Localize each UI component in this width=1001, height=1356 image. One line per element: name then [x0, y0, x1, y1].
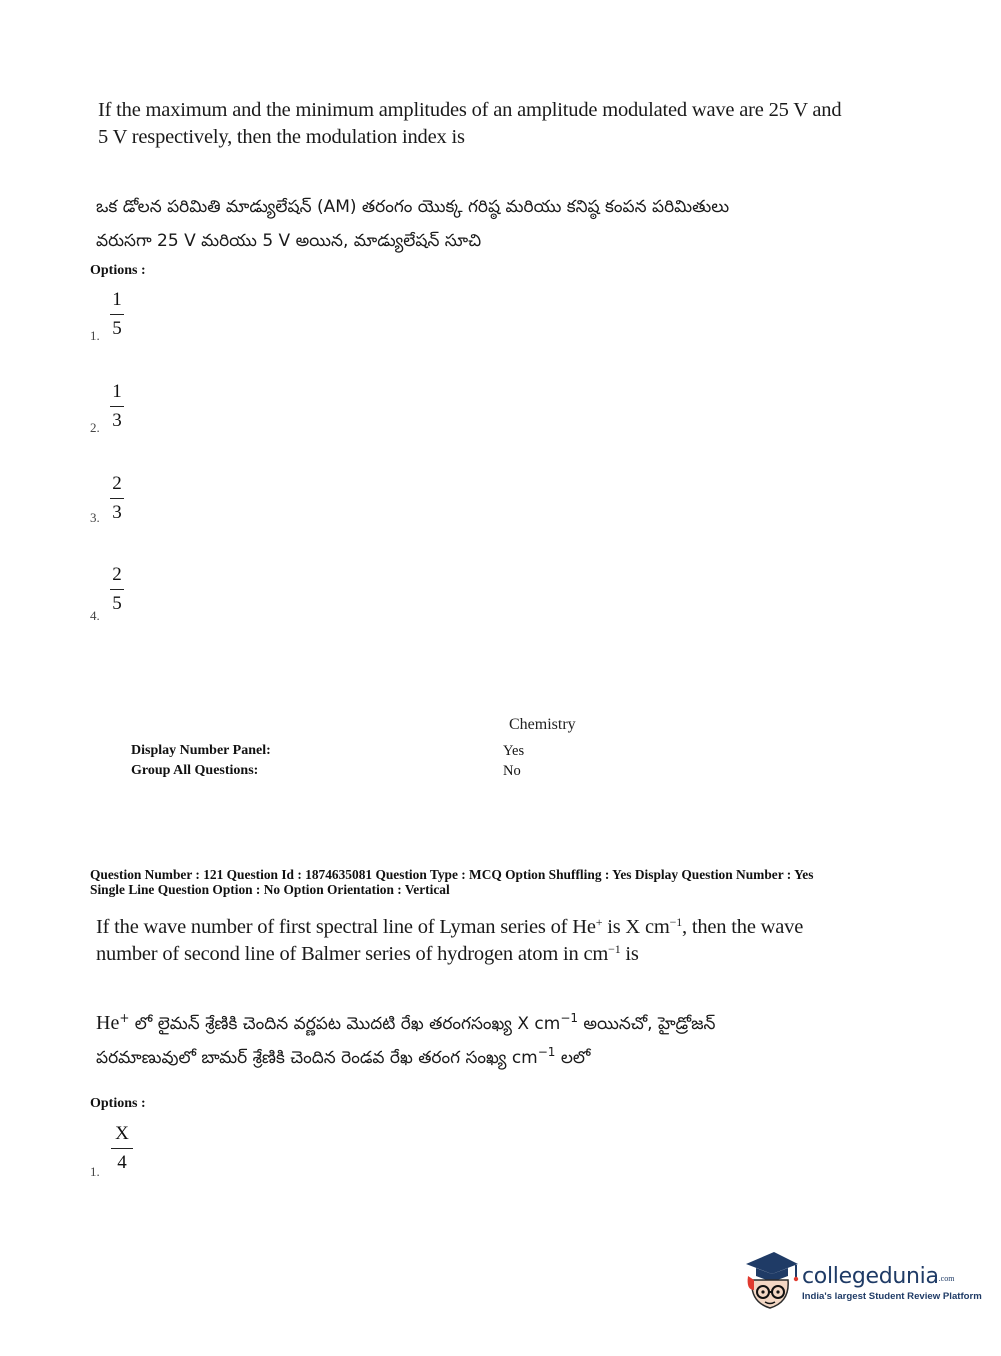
- option-fraction: [110, 380, 124, 433]
- q2-en-part-a: If the wave number of first spectral line of Lyman series of He: [96, 916, 596, 938]
- logo-text: [802, 1264, 982, 1302]
- logo-brand: [802, 1264, 982, 1289]
- q2-meta: [90, 867, 813, 897]
- display-number-panel-label: Display Number Panel:: [131, 743, 271, 758]
- q2-text-en-line2: [96, 941, 916, 968]
- fraction-bar: [111, 1148, 133, 1149]
- numerator: 2: [112, 473, 122, 494]
- fraction-bar: [110, 498, 124, 499]
- q2-te-part-e: లలో: [555, 1048, 591, 1068]
- section-name: Chemistry: [509, 716, 576, 733]
- q2-te-sup1: +: [119, 1011, 130, 1025]
- q2-te-part-b: లో లైమన్ శ్రేణికి చెందిన వర్ణపట మొదటి రేఖ తరంగసంఖ్య X cm: [129, 1014, 561, 1034]
- display-number-panel-value: Yes: [503, 743, 525, 759]
- q1-text-en-line1: If the maximum and the minimum amplitudes of an amplitude modulated wave are 25 V and: [98, 99, 842, 121]
- denominator: 5: [112, 593, 122, 614]
- fraction-bar: [110, 406, 124, 407]
- numerator: X: [115, 1123, 129, 1144]
- q1-text-te-line2: వరుసగా 25 V మరియు 5 V అయిన, మాడ్యులేషన్ సూచి: [96, 231, 482, 251]
- q2-en-part-e: is: [620, 943, 639, 965]
- q1-text-te: [96, 190, 916, 258]
- q2-en-part-c: , then the wave: [682, 916, 804, 938]
- q2-options-label: Options :: [90, 1096, 146, 1111]
- denominator: 3: [112, 502, 122, 523]
- logo-tagline: India's largest Student Review Platform: [802, 1291, 982, 1302]
- option-number: 1.: [90, 1164, 100, 1179]
- option-fraction: [110, 472, 124, 525]
- q2-te-sup2: −1: [560, 1011, 579, 1025]
- q1-options-label: Options :: [90, 263, 146, 278]
- option-fraction: [110, 563, 124, 616]
- q2-te-part-c: అయినచో, హైడ్రోజన్: [578, 1014, 716, 1034]
- q2-te-part-d: పరమాణువులో బామర్ శ్రేణికి చెందిన రెండవ రేఖ తరంగ సంఖ్య cm: [96, 1048, 538, 1068]
- q2-en-sup2: −1: [669, 915, 682, 929]
- q2-en-sup3: −1: [608, 942, 621, 956]
- q2-text-te-line1: [96, 1006, 916, 1041]
- group-all-questions-label: Group All Questions:: [131, 763, 259, 778]
- q2-en-sup1: +: [595, 915, 603, 929]
- q2-en-part-b: is X cm: [602, 916, 670, 938]
- q2-te-part-a: He: [96, 1012, 120, 1034]
- q2-text-te: [96, 1006, 916, 1075]
- option-number: 4.: [90, 608, 100, 623]
- option-number: 3.: [90, 510, 100, 525]
- fraction-bar: [110, 314, 124, 315]
- q2-meta-line2: Single Line Question Option : No Option Orientation : Vertical: [90, 882, 450, 897]
- numerator: 1: [112, 289, 122, 310]
- q2-text-en: [96, 914, 916, 968]
- q1-text-en: [98, 97, 898, 151]
- fraction-bar: [110, 589, 124, 590]
- collegedunia-logo[interactable]: [742, 1250, 982, 1312]
- option-number: 1.: [90, 328, 100, 343]
- q1-text-en-line2: 5 V respectively, then the modulation index is: [98, 126, 465, 148]
- option-fraction: [111, 1122, 133, 1175]
- q2-meta-line1: Question Number : 121 Question Id : 1874635081 Question Type : MCQ Option Shuffling : Yes Display Question Number : Yes: [90, 867, 814, 882]
- brand-name: collegedunia: [802, 1264, 939, 1289]
- group-all-questions-value: No: [503, 763, 521, 779]
- denominator: 3: [112, 410, 122, 431]
- brand-suffix: .com: [938, 1274, 955, 1283]
- q2-te-sup3: −1: [537, 1045, 556, 1059]
- mascot-icon: [742, 1250, 800, 1312]
- denominator: 4: [117, 1152, 127, 1173]
- denominator: 5: [112, 318, 122, 339]
- q1-text-te-line1: ఒక డోలన పరిమితి మాడ్యులేషన్ (AM) తరంగం యొక్క గరిష్ఠ మరియు కనిష్ఠ కంపన పరిమితులు: [96, 197, 730, 217]
- option-fraction: [110, 288, 124, 341]
- q2-en-part-d: number of second line of Balmer series of hydrogen atom in cm: [96, 943, 609, 965]
- option-number: 2.: [90, 420, 100, 435]
- numerator: 1: [112, 381, 122, 402]
- q2-text-te-line2: [96, 1041, 916, 1075]
- numerator: 2: [112, 564, 122, 585]
- q2-text-en-line1: [96, 914, 916, 941]
